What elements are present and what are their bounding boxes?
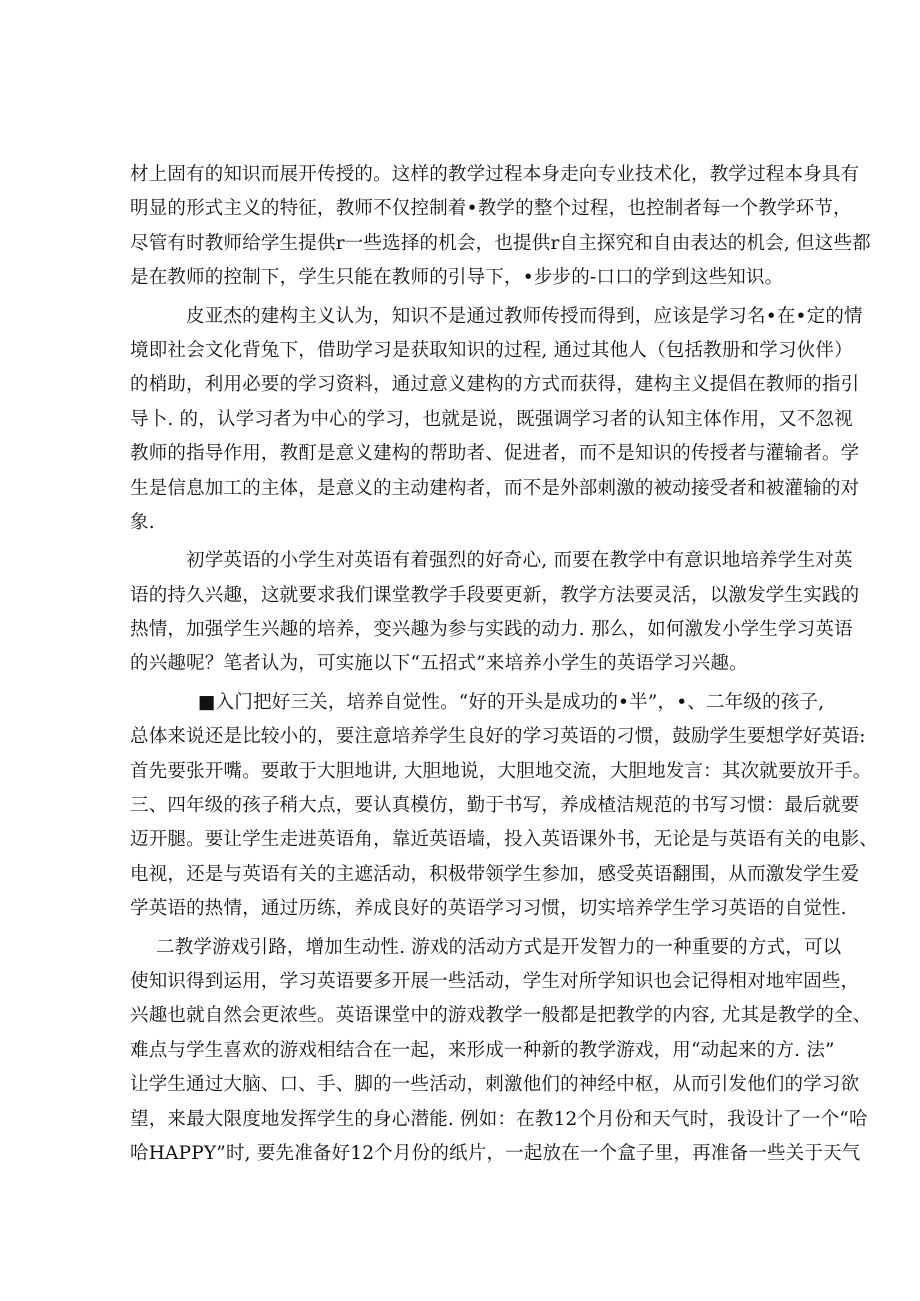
text-line: 使知识得到运用，学习英语要多开展一些活动，学生对所学知识也会记得相对地牢固些， [130, 970, 860, 992]
paragraph-3 [130, 544, 860, 682]
text-line: 望，来最大限度地发挥学生的身心潜能. 例如：在教12个月份和天气时，我设计了一个“哈 [130, 1108, 868, 1130]
text-line: 材上固有的知识而展开传授的。这样的教学过程本身走向专业技术化，教学过程本身具有 [130, 164, 860, 185]
text-line: 初学英语的小学生对英语有着强烈的好奇心, 而要在教学中有意识地培养学生对英 [186, 550, 853, 572]
text-line: 电视，还是与英语有关的主遮活动，积极带领学生参加，感受英语翻围，从而激发学生爱 [130, 863, 860, 885]
document-page [130, 158, 879, 1171]
paragraph-2 [130, 300, 863, 541]
text-line: 尽管有时教师给学生提供r一些选择的机会，也提供r自主探究和自由表达的机会, 但这些都 [130, 232, 871, 254]
paragraph-4 [130, 686, 879, 927]
text-line: 皮亚杰的建构主义认为，知识不是通过教师传授而得到，应该是学习名•在•定的情 [186, 305, 863, 327]
paragraph-1 [130, 158, 871, 296]
text-line: 热情，加强学生兴趣的培养，变兴趣为参与实践的动力. 那么，如何激发小学生学习英语 [130, 619, 853, 641]
text-line: 三、四年级的孩子稍大点，要认真模仿，勤于书写，养成楂洁规范的书写习惯：最后就要 [130, 795, 860, 817]
text-line: ■入门把好三关，培养自觉性。“好的开头是成功的•半”，•、二年级的孩子, [198, 691, 825, 713]
text-line: 的梢助，利用必要的学习资料，通过意义建构的方式而获得，建构主义提倡在教师的指引 [130, 374, 860, 396]
text-line: 迈开腿。要让学生走进英语角，靠近英语墙，投入英语课外书，无论是与英语有关的电影、 [130, 829, 879, 851]
paragraph-5 [130, 931, 872, 1172]
text-line: 首先要张开嘴。要敢于大胆地讲, 大胆地说，大胆地交流，大胆地发言：其次就要放开手。 [130, 760, 872, 782]
text-line: 境即社会文化背兔下，借助学习是获取知识的过程, 通过其他人（包括教册和学习伙伴） [130, 339, 853, 361]
text-line: 象. [130, 511, 155, 533]
text-line: 导卜. 的，认学习者为中心的学习，也就是说，既强调学习者的认知主体作用，又不忽视 [130, 408, 853, 430]
text-line: 兴趣也就自然会更浓些。英语课堂中的游戏教学一般都是把教学的内容, 尤其是教学的全、 [130, 1005, 872, 1027]
text-line: 让学生通过大脑、口、手、脚的一些活动，刺激他们的神经中枢，从而引发他们的学习欲 [130, 1074, 860, 1096]
text-line: 是在教师的控制下，学生只能在教师的引导下，•步步的-口口的学到这些知识。 [130, 267, 784, 289]
text-line: 的兴趣呢？笔者认为，可实施以下“五招式”来培养小学生的英语学习兴趣。 [130, 653, 748, 675]
text-line: 生是信息加工的主体，是意义的主动建构者，而不是外部刺激的被动接受者和被灌输的对 [130, 477, 860, 499]
text-line: 学英语的热情，通过历练，养成良好的英语学习习惯，切实培养学生学习英语的自觉性. [130, 898, 847, 920]
text-line: 教师的指导作用，教酊是意义建构的帮助者、促进者，而不是知识的传授者与灌输者。学 [130, 443, 860, 465]
text-line: 语的持久兴趣，这就要求我们课堂教学手段要更新，教学方法要灵活，以激发学生实践的 [130, 584, 860, 606]
text-line: 明显的形式主义的特征，教师不仅控制着•教学的整个过程，也控制者每一个教学环节， [130, 198, 852, 220]
text-line: 哈HAPPY”时, 要先准备好12个月份的纸片，一起放在一个盒子里，再准备一些关于天气 [130, 1142, 861, 1164]
text-line: 难点与学生喜欢的游戏相结合在一起，来形成一种新的教学游戏，用“动起来的方. 法” [130, 1039, 835, 1061]
text-line: 总体来说还是比较小的，要注意培养学生良好的学习英语的刁惯，鼓励学生要想学好英语: [130, 726, 866, 748]
text-line: 二教学游戏引路，增加生动性. 游戏的活动方式是开发智力的一种重要的方式，可以 [156, 936, 842, 958]
